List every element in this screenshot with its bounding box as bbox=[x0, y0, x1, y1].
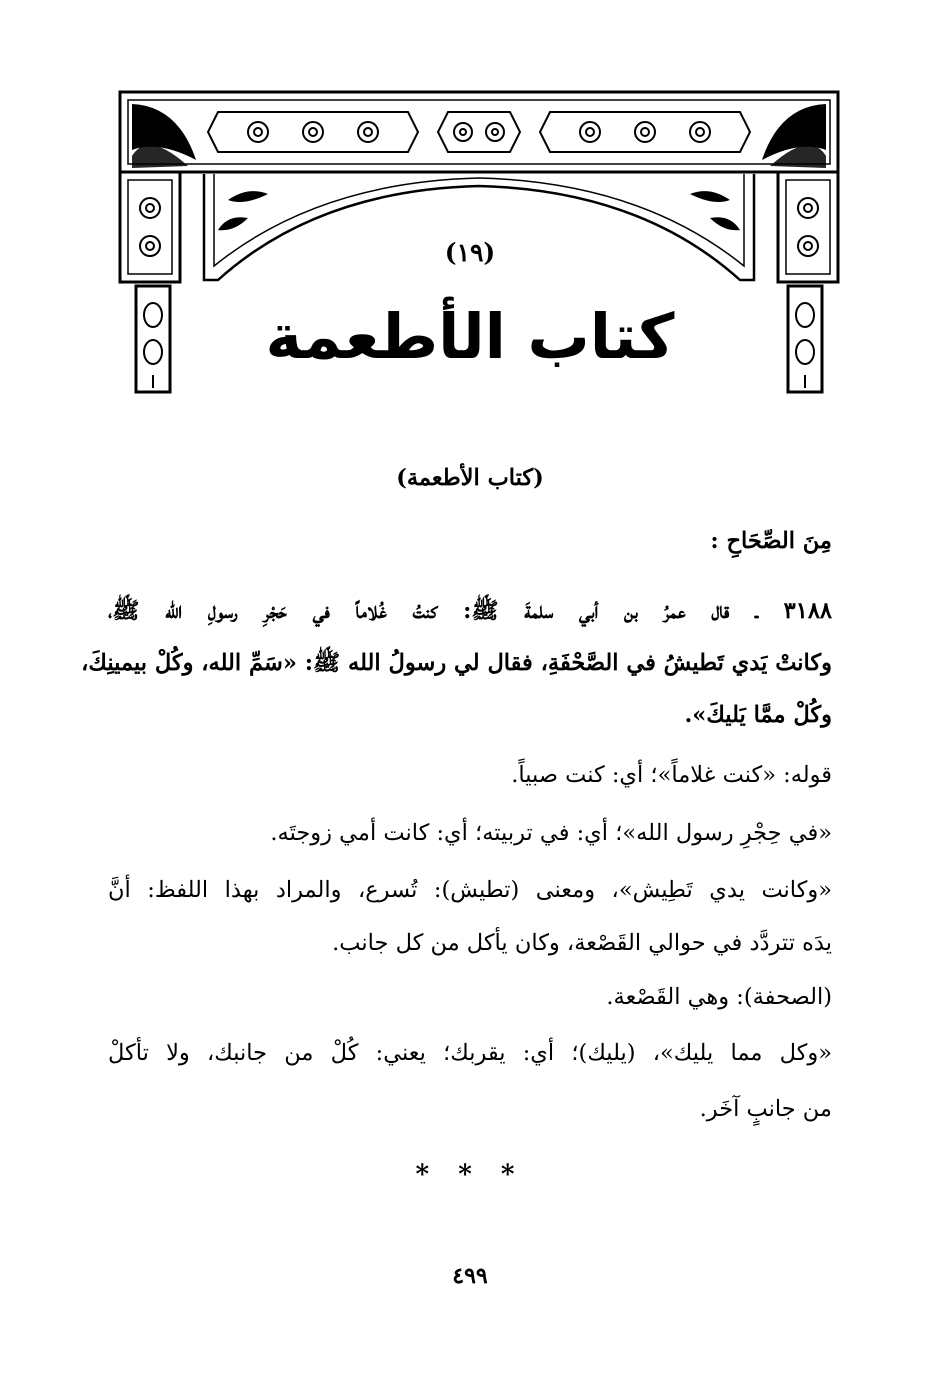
commentary-paragraph-2: «في حِجْرِ رسول الله»؛ أي: في تربيته؛ أي: كانت أمي زوجتَه. bbox=[270, 820, 832, 846]
commentary-paragraph-3-line-1: «وكانت يدي تَطِيش»، ومعنى (تطيش): تُسرع، والمراد بهذا اللفظ: أنَّ bbox=[108, 877, 832, 903]
hadith-line-2: وكانتْ يَدي تَطيشُ في الصَّحْفَةِ، فقال لي رسولُ الله ﷺ: «سَمِّ الله، وكُلْ بيمينِكَ، bbox=[81, 650, 832, 676]
commentary-paragraph-5-line-2: من جانبٍ آخَر. bbox=[699, 1096, 832, 1122]
commentary-paragraph-3-line-2: يدَه تتردَّد في حوالي القَصْعة، وكان يأكل من كل جانب. bbox=[332, 930, 832, 956]
commentary-paragraph-4: (الصحفة): وهي القَصْعة. bbox=[606, 984, 832, 1010]
page-number: ٤٩٩ bbox=[452, 1263, 488, 1289]
section-heading: (كتاب الأطعمة) bbox=[396, 465, 544, 491]
commentary-paragraph-1: قوله: «كنت غلاماً»؛ أي: كنت صبياً. bbox=[511, 762, 832, 788]
commentary-paragraph-5-line-1: «وكل مما يليك»، (يليك)؛ أي: يقربك؛ يعني: كُلْ من جانبك، ولا تأكلْ bbox=[108, 1040, 832, 1066]
source-label: مِنَ الصِّحَاحِ : bbox=[710, 528, 832, 554]
chapter-title: كتاب الأطعمة bbox=[265, 300, 675, 373]
section-separator: * * * bbox=[415, 1160, 525, 1190]
hadith-line-3: وكُلْ ممَّا يَليكَ». bbox=[684, 702, 832, 728]
chapter-number: (١٩) bbox=[444, 238, 496, 267]
hadith-line-1: ٣١٨٨ ـ قال عمرُ بن أبي سلمةَ ﷺ: كنتُ غُلاماً في حَجْرِ رسولِ الله ﷺ، bbox=[108, 598, 832, 624]
